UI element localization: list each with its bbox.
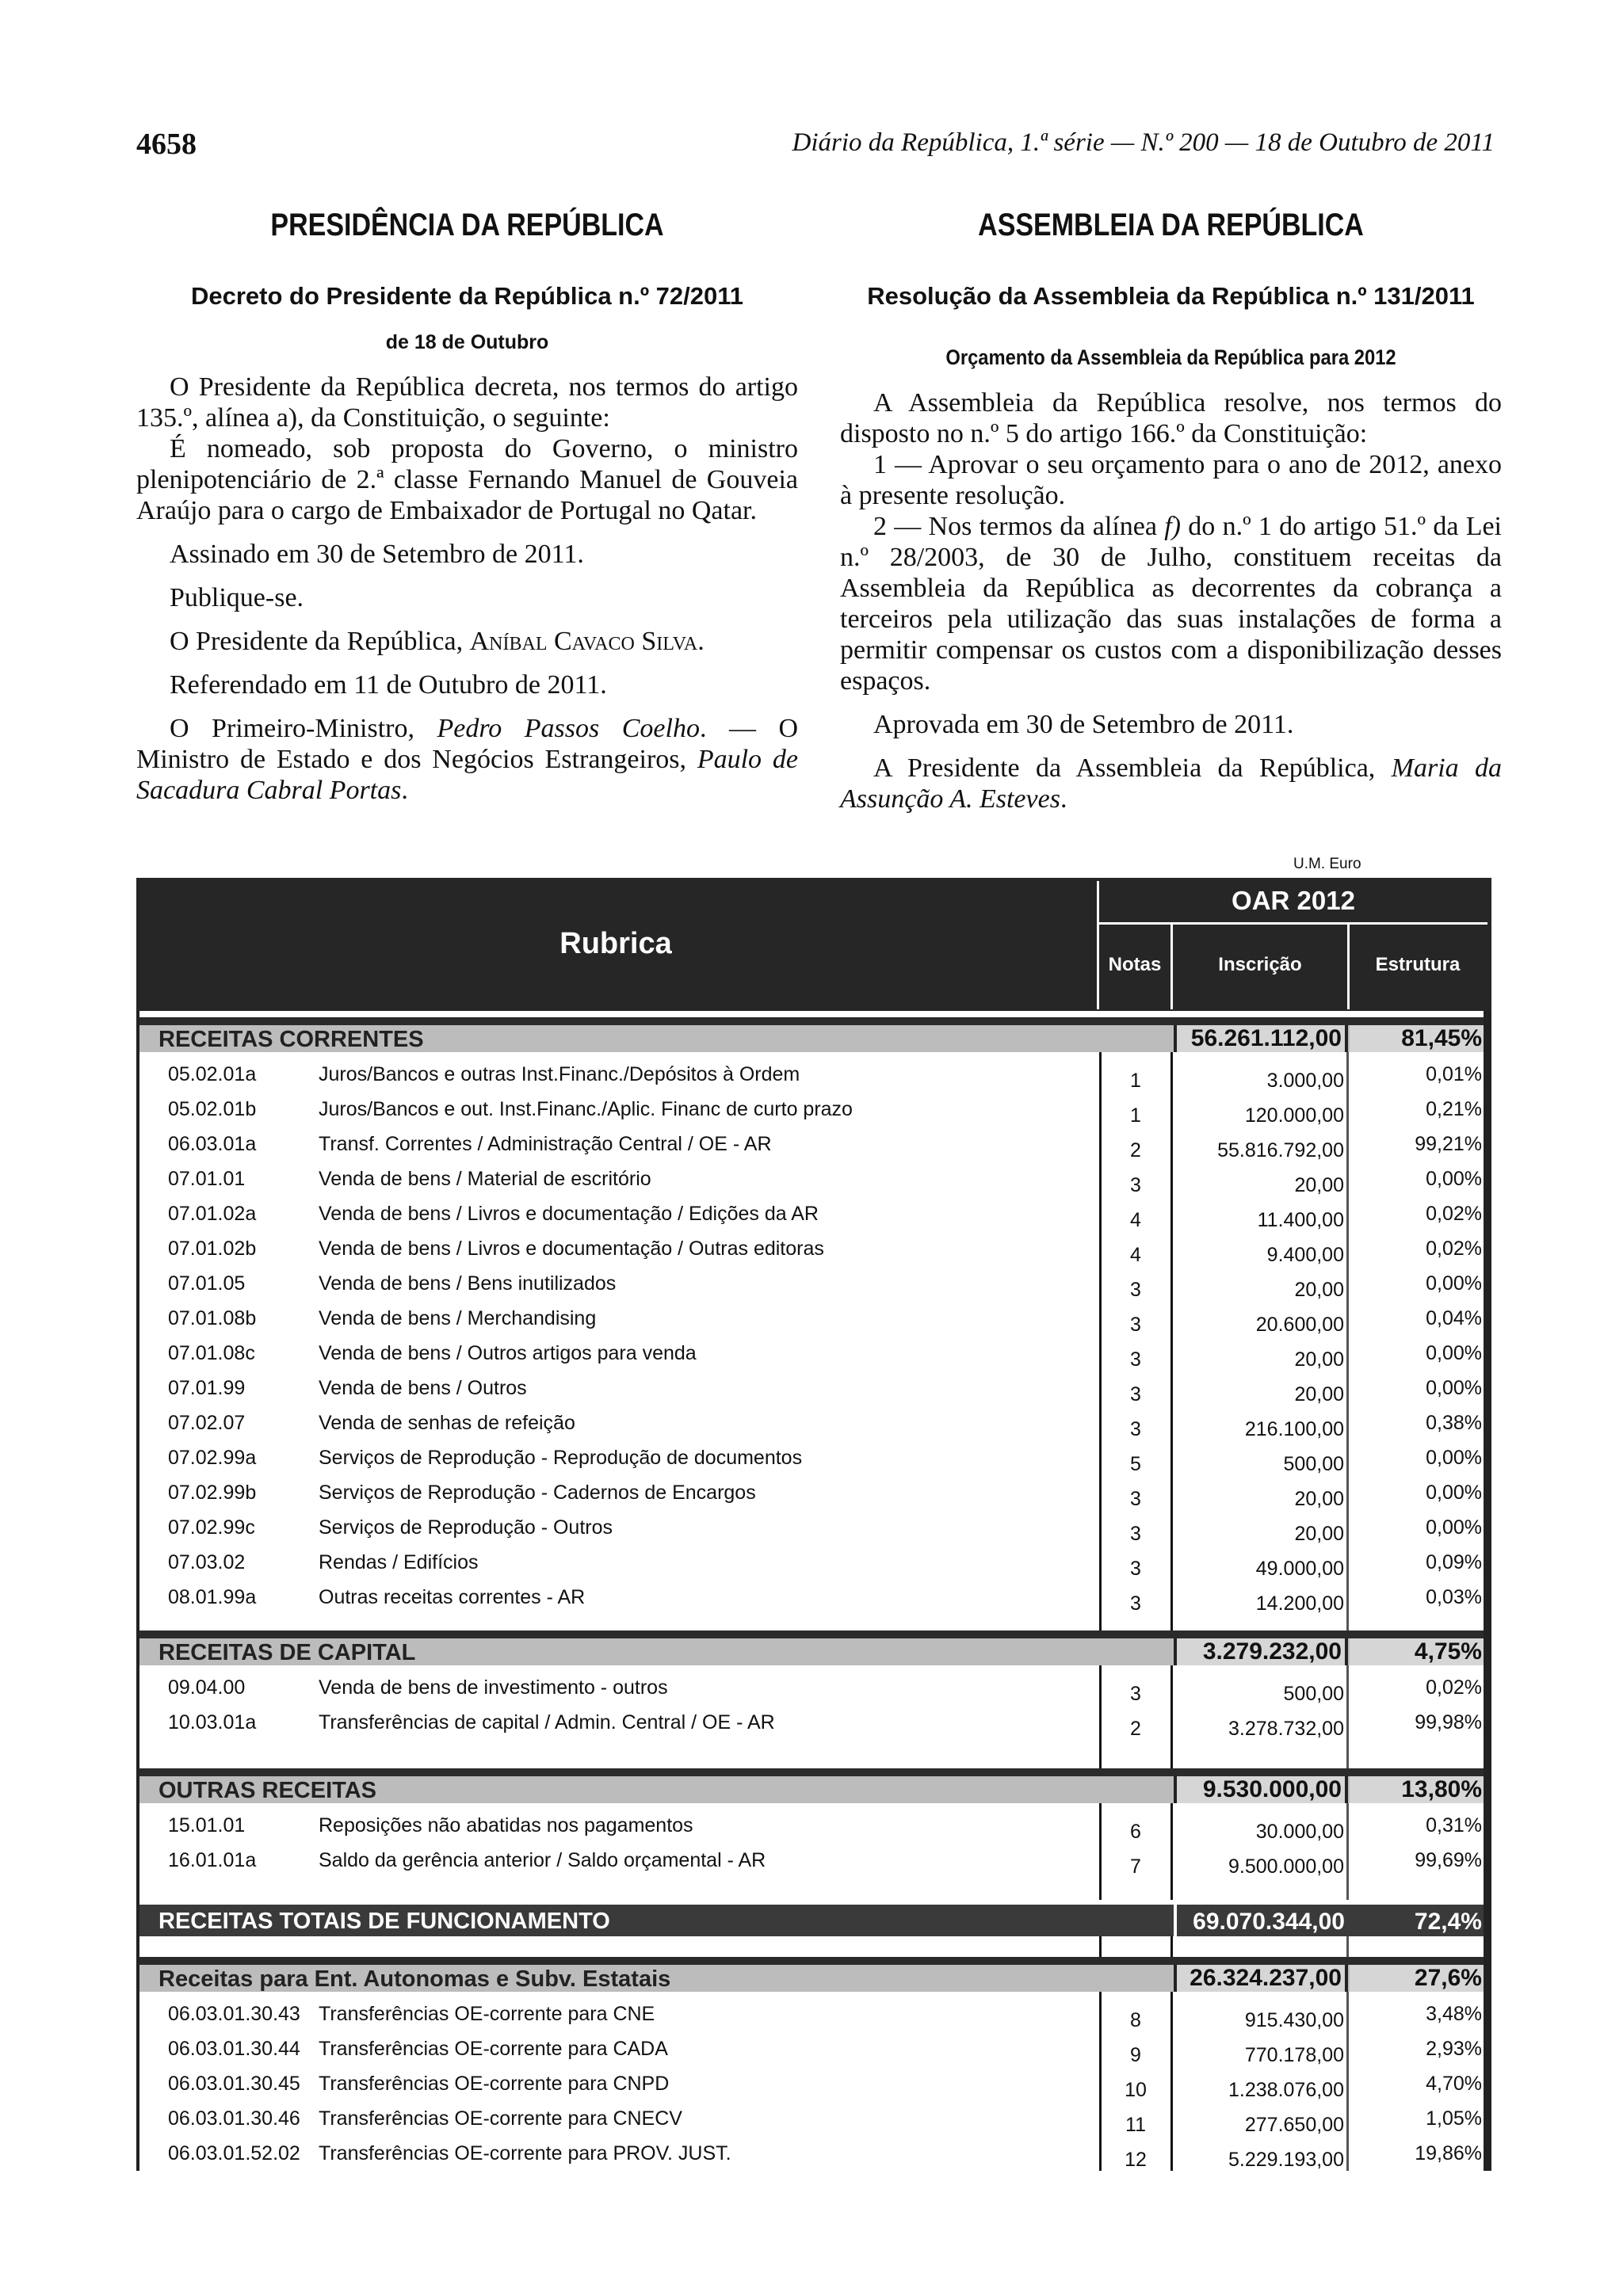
row-percent: 0,00% [1426, 1516, 1482, 1539]
row-description: Venda de bens de investimento - outros [319, 1676, 668, 1699]
row-note: 5 [1130, 1453, 1141, 1475]
row-code: 07.01.08c [168, 1342, 255, 1364]
section-percent: 81,45% [1350, 1025, 1484, 1052]
row-value: 915.430,00 [1244, 2009, 1344, 2031]
header-notas: Notas [1108, 954, 1162, 975]
table-row [139, 1301, 1484, 1336]
row-note: 4 [1130, 1244, 1141, 1266]
row-percent: 0,31% [1426, 1814, 1482, 1836]
row-value: 3.000,00 [1266, 1070, 1344, 1092]
signature-line [136, 713, 798, 806]
paragraph: Referendado em 11 de Outubro de 2011. [170, 670, 607, 700]
signature-line [840, 753, 1502, 814]
row-note: 3 [1130, 1174, 1141, 1196]
row-description: Transferências OE-corrente para PROV. JUST. [319, 2142, 731, 2164]
row-note: 3 [1130, 1558, 1141, 1580]
table-row [139, 1405, 1484, 1440]
text: 2 — Nos termos da alínea [873, 512, 1165, 541]
row-value: 20,00 [1294, 1488, 1344, 1510]
table-row [139, 1670, 1484, 1705]
row-value: 1.238.076,00 [1228, 2079, 1344, 2101]
row-description: Juros/Bancos e out. Inst.Financ./Aplic. Financ de curto prazo [319, 1098, 853, 1120]
row-note: 3 [1130, 1683, 1141, 1705]
paragraph: Aprovada em 30 de Setembro de 2011. [873, 710, 1294, 739]
row-description: Venda de bens / Bens inutilizados [319, 1272, 617, 1295]
row-note: 11 [1125, 2114, 1146, 2136]
document-body [136, 372, 798, 806]
table-border [1484, 878, 1491, 2171]
row-code: 06.03.01.30.43 [168, 2003, 300, 2025]
row-description: Transferências OE-corrente para CNECV [319, 2107, 682, 2130]
row-percent: 19,86% [1415, 2142, 1482, 2164]
table-row [139, 1510, 1484, 1545]
row-code: 06.03.01.30.46 [168, 2107, 300, 2130]
row-note: 3 [1130, 1523, 1141, 1545]
row-code: 07.01.01 [168, 1168, 246, 1190]
row-value: 14.200,00 [1255, 1592, 1344, 1615]
table-row [139, 1705, 1484, 1740]
table-row [139, 1808, 1484, 1843]
row-code: 15.01.01 [168, 1814, 246, 1836]
row-percent: 0,03% [1426, 1586, 1482, 1608]
row-value: 55.816.792,00 [1217, 1139, 1344, 1161]
row-value: 20.600,00 [1255, 1314, 1344, 1336]
table-row [139, 1475, 1484, 1510]
row-value: 500,00 [1283, 1683, 1344, 1705]
signature-line [136, 626, 798, 657]
paragraph: A Assembleia da República resolve, nos termos do disposto no n.º 5 do artigo 166.º da Constituição: [840, 388, 1502, 448]
section-outras-receitas [139, 1768, 1484, 1803]
text: . [1060, 784, 1067, 814]
row-description: Venda de bens / Outros artigos para venda [319, 1342, 697, 1364]
row-code: 06.03.01.30.44 [168, 2038, 300, 2060]
row-percent: 0,00% [1426, 1272, 1482, 1295]
document-date: de 18 de Outubro [385, 331, 549, 353]
section-total: 3.279.232,00 [1174, 1638, 1348, 1665]
section-title: PRESIDÊNCIA DA REPÚBLICA [270, 208, 664, 242]
paragraph: Publique-se. [170, 583, 304, 612]
table-row [139, 1092, 1484, 1127]
table-row [139, 1545, 1484, 1580]
row-code: 08.01.99a [168, 1586, 257, 1608]
section-label: Receitas para Ent. Autonomas e Subv. Estatais [158, 1966, 671, 1992]
section-percent: 4,75% [1350, 1638, 1484, 1665]
text: f) [1164, 512, 1182, 541]
table-row [139, 2136, 1484, 2171]
text: . [401, 776, 408, 805]
section-percent: 72,4% [1350, 1905, 1484, 1936]
row-description: Transferências OE-corrente para CNPD [319, 2073, 670, 2095]
row-note: 9 [1130, 2044, 1141, 2066]
section-percent: 13,80% [1350, 1776, 1484, 1803]
row-percent: 0,00% [1426, 1447, 1482, 1469]
row-note: 12 [1125, 2149, 1147, 2171]
row-value: 500,00 [1283, 1453, 1344, 1475]
row-code: 06.03.01a [168, 1133, 257, 1155]
section-total: 26.324.237,00 [1174, 1965, 1348, 1992]
row-note: 3 [1130, 1383, 1141, 1405]
row-value: 20,00 [1294, 1279, 1344, 1301]
row-value: 9.500.000,00 [1228, 1855, 1344, 1878]
row-note: 2 [1130, 1718, 1141, 1740]
table-row [139, 1440, 1484, 1475]
row-value: 3.278.732,00 [1228, 1718, 1344, 1740]
row-description: Venda de bens / Livros e documentação / Outras editoras [319, 1238, 824, 1260]
row-percent: 0,02% [1426, 1238, 1482, 1260]
row-description: Venda de bens / Outros [319, 1377, 527, 1399]
row-note: 4 [1130, 1209, 1141, 1231]
section-total: 69.070.344,00 [1174, 1905, 1348, 1936]
row-note: 3 [1130, 1592, 1141, 1615]
row-value: 20,00 [1294, 1174, 1344, 1196]
table-row [139, 1336, 1484, 1371]
document-body [840, 387, 1502, 814]
row-note: 8 [1130, 2009, 1141, 2031]
signatory-name: Pedro Passos Coelho [437, 714, 700, 743]
row-code: 05.02.01b [168, 1098, 257, 1120]
left-column [136, 198, 798, 806]
table-row [139, 1843, 1484, 1878]
row-value: 9.400,00 [1266, 1244, 1344, 1266]
row-code: 07.02.99a [168, 1447, 257, 1469]
row-value: 20,00 [1294, 1523, 1344, 1545]
row-description: Transferências OE-corrente para CNE [319, 2003, 655, 2025]
section-label: RECEITAS CORRENTES [158, 1027, 424, 1052]
row-code: 16.01.01a [168, 1849, 257, 1871]
section-receitas-correntes [139, 1017, 1484, 1052]
text: . — O Ministro de Estado e dos Negócios Estrangeiros, [136, 714, 799, 774]
row-percent: 3,48% [1426, 2003, 1482, 2025]
row-percent: 0,21% [1426, 1098, 1482, 1120]
row-percent: 0,00% [1426, 1482, 1482, 1504]
row-code: 07.02.99b [168, 1482, 257, 1504]
row-code: 07.01.02b [168, 1238, 257, 1260]
row-code: 07.03.02 [168, 1551, 246, 1573]
row-description: Serviços de Reprodução - Cadernos de Encargos [319, 1482, 756, 1504]
row-note: 3 [1130, 1418, 1141, 1440]
row-description: Reposições não abatidas nos pagamentos [319, 1814, 693, 1836]
signatory-name: Aníbal Cavaco Silva [469, 627, 698, 656]
row-description: Venda de senhas de refeição [319, 1412, 575, 1434]
paragraph: É nomeado, sob proposta do Governo, o ministro plenipotenciário de 2.ª classe Fernando Manuel de Gouveia Araújo para o cargo de Embaixador de Portugal no Qatar. [136, 434, 798, 525]
section-percent: 27,6% [1350, 1965, 1484, 1992]
row-note: 6 [1130, 1821, 1141, 1843]
document-title: Decreto do Presidente da República n.º 72/2011 [190, 282, 744, 310]
row-note: 3 [1130, 1488, 1141, 1510]
section-title: ASSEMBLEIA DA REPÚBLICA [978, 208, 1364, 242]
row-value: 20,00 [1294, 1348, 1344, 1371]
text: O Primeiro-Ministro, [170, 714, 437, 743]
table-header [136, 878, 1491, 1011]
row-code: 07.02.99c [168, 1516, 255, 1539]
row-value: 120.000,00 [1244, 1104, 1344, 1127]
header-rubrica: Rubrica [559, 927, 672, 960]
row-description: Rendas / Edifícios [319, 1551, 479, 1573]
table-row [139, 2066, 1484, 2101]
text: O Presidente da República, [170, 627, 470, 656]
divider [1099, 922, 1487, 925]
header-inscricao: Inscrição [1218, 954, 1302, 975]
row-note: 3 [1130, 1279, 1141, 1301]
row-percent: 0,02% [1426, 1676, 1482, 1699]
paragraph: O Presidente da República decreta, nos termos do artigo 135.º, alínea a), da Constituição, o seguinte: [136, 372, 798, 433]
text: . [697, 627, 705, 656]
table-row [139, 1371, 1484, 1405]
table-row [139, 1231, 1484, 1266]
row-note: 7 [1130, 1855, 1141, 1878]
row-percent: 99,21% [1415, 1133, 1482, 1155]
row-code: 07.02.07 [168, 1412, 246, 1434]
table-row [139, 1127, 1484, 1161]
row-percent: 0,04% [1426, 1307, 1482, 1329]
row-code: 10.03.01a [168, 1711, 257, 1733]
row-code: 07.01.02a [168, 1203, 257, 1225]
row-code: 06.03.01.52.02 [168, 2142, 300, 2164]
running-head: Diário da República, 1.ª série — N.º 200 — 18 de Outubro de 2011 [792, 128, 1495, 157]
text: A Presidente da Assembleia da República, [873, 753, 1392, 783]
row-code: 06.03.01.30.45 [168, 2073, 300, 2095]
row-description: Venda de bens / Material de escritório [319, 1168, 651, 1190]
paragraph [840, 511, 1502, 696]
section-label: RECEITAS DE CAPITAL [158, 1640, 416, 1665]
row-description: Serviços de Reprodução - Reprodução de documentos [319, 1447, 803, 1469]
table-row [139, 1196, 1484, 1231]
page-number: 4658 [136, 128, 197, 161]
text: do n.º 1 do artigo 51.º da Lei n.º 28/2003, de 30 de Julho, constituem receitas da Assembleia da República as decorrentes da cobrança a terceiros pela utilização das suas instalações de forma a permitir compensar os custos com a disponibilização desses espaços. [840, 512, 1502, 696]
section-label: RECEITAS TOTAIS DE FUNCIONAMENTO [158, 1909, 610, 1934]
budget-table [136, 878, 1491, 2171]
row-description: Outras receitas correntes - AR [319, 1586, 586, 1608]
section-receitas-capital [139, 1630, 1484, 1665]
row-code: 09.04.00 [168, 1676, 246, 1699]
row-percent: 0,00% [1426, 1342, 1482, 1364]
row-percent: 0,00% [1426, 1168, 1482, 1190]
table-row [139, 1057, 1484, 1092]
row-description: Venda de bens / Livros e documentação / Edições da AR [319, 1203, 819, 1225]
row-description: Venda de bens / Merchandising [319, 1307, 597, 1329]
paragraph: 1 — Aprovar o seu orçamento para o ano de 2012, anexo à presente resolução. [840, 450, 1502, 510]
row-percent: 1,05% [1426, 2107, 1482, 2130]
row-percent: 4,70% [1426, 2073, 1482, 2095]
table-row [139, 1266, 1484, 1301]
row-value: 277.650,00 [1244, 2114, 1344, 2136]
row-percent: 99,98% [1415, 1711, 1482, 1733]
row-note: 3 [1130, 1348, 1141, 1371]
section-total: 9.530.000,00 [1174, 1776, 1348, 1803]
row-percent: 99,69% [1415, 1849, 1482, 1871]
section-entidades-autonomas [139, 1957, 1484, 1992]
row-note: 1 [1130, 1104, 1141, 1127]
row-note: 3 [1130, 1314, 1141, 1336]
row-code: 05.02.01a [168, 1063, 257, 1085]
row-value: 49.000,00 [1255, 1558, 1344, 1580]
table-row [139, 1580, 1484, 1615]
row-percent: 0,09% [1426, 1551, 1482, 1573]
table-row [139, 2031, 1484, 2066]
row-percent: 0,38% [1426, 1412, 1482, 1434]
section-label: OUTRAS RECEITAS [158, 1778, 376, 1803]
row-value: 5.229.193,00 [1228, 2149, 1344, 2171]
paragraph: Assinado em 30 de Setembro de 2011. [170, 540, 584, 569]
row-value: 770.178,00 [1244, 2044, 1344, 2066]
row-value: 216.100,00 [1244, 1418, 1344, 1440]
row-note: 10 [1125, 2079, 1147, 2101]
row-percent: 0,02% [1426, 1203, 1482, 1225]
signatory-name: Maria da Assunção A. Esteves [840, 753, 1502, 814]
row-code: 07.01.99 [168, 1377, 246, 1399]
right-column [840, 198, 1502, 814]
row-description: Transferências OE-corrente para CADA [319, 2038, 668, 2060]
table-row [139, 1997, 1484, 2031]
row-description: Serviços de Reprodução - Outros [319, 1516, 613, 1539]
row-description: Juros/Bancos e outras Inst.Financ./Depósitos à Ordem [319, 1063, 800, 1085]
unit-label: U.M. Euro [1293, 856, 1361, 872]
row-code: 07.01.05 [168, 1272, 246, 1295]
row-code: 07.01.08b [168, 1307, 257, 1329]
signatory-name: Paulo de Sacadura Cabral Portas [136, 745, 798, 805]
row-description: Transf. Correntes / Administração Central / OE - AR [319, 1133, 772, 1155]
table-row [139, 2101, 1484, 2136]
row-value: 20,00 [1294, 1383, 1344, 1405]
row-description: Saldo da gerência anterior / Saldo orçamental - AR [319, 1849, 766, 1871]
section-receitas-totais [139, 1900, 1484, 1936]
row-value: 30.000,00 [1255, 1821, 1344, 1843]
section-total: 56.261.112,00 [1174, 1025, 1348, 1052]
row-value: 11.400,00 [1257, 1209, 1344, 1231]
row-percent: 0,01% [1426, 1063, 1482, 1085]
header-estrutura: Estrutura [1375, 954, 1461, 975]
row-percent: 0,00% [1426, 1377, 1482, 1399]
row-note: 2 [1130, 1139, 1141, 1161]
document-title: Resolução da Assembleia da República n.º 131/2011 [867, 282, 1475, 310]
table-row [139, 1161, 1484, 1196]
row-note: 1 [1130, 1070, 1141, 1092]
document-subtitle: Orçamento da Assembleia da República para 2012 [945, 345, 1396, 369]
row-percent: 2,93% [1426, 2038, 1482, 2060]
row-description: Transferências de capital / Admin. Central / OE - AR [319, 1711, 775, 1733]
header-oar: OAR 2012 [1232, 886, 1355, 915]
